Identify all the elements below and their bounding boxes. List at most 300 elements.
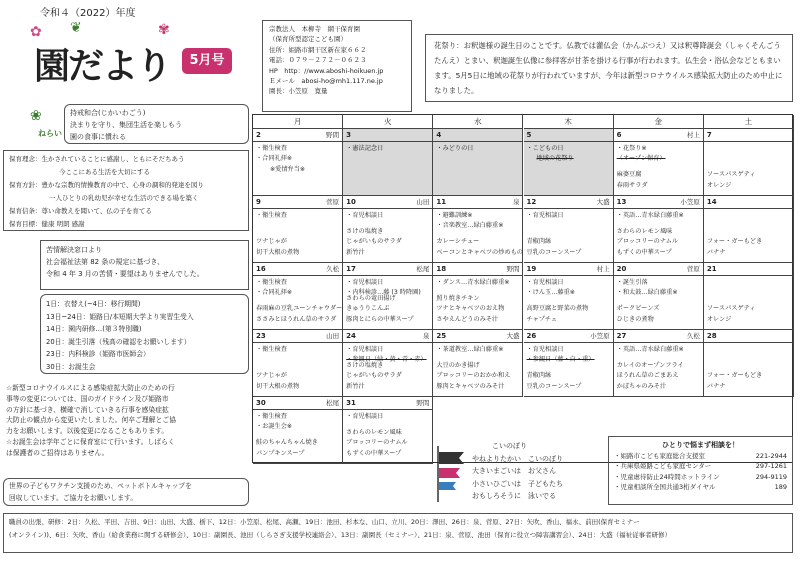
day-events (527, 278, 611, 298)
event-item: ・ダンス…青水緑白藤重※ (436, 279, 510, 286)
menu-item: 豚肉とキャベツのみそ汁 (436, 382, 505, 390)
school-info (262, 20, 412, 112)
schedule-line: 13日~24日：姫路日/本短期大学より実習生受入 (46, 312, 194, 321)
event-item: ・英語…青水緑白藤重※ (616, 212, 684, 219)
day-number: 3 (346, 131, 352, 139)
philosophy-line: 今ここにある生活を大切にする (59, 168, 150, 176)
calendar-day (614, 263, 704, 330)
calendar-day (704, 129, 794, 196)
menu-item: 青椒肉絲 (526, 238, 552, 245)
day-number: 13 (616, 198, 627, 206)
philosophy-line: 保育方針：豊かな宗教的情操教育の中で、心身の調和的発達を図り (9, 181, 204, 189)
calendar-day (433, 263, 523, 330)
koi-line: やねよりたかい こいのぼり (472, 454, 563, 463)
day-header (524, 330, 613, 343)
event-item: ・憲法記念日 (346, 145, 384, 152)
day-menu (346, 428, 430, 460)
day-events (617, 211, 701, 221)
day-menu (256, 371, 340, 392)
event-item: ・育児相談日 (526, 346, 564, 353)
calendar-day (614, 129, 704, 196)
bottle-cap-notice (3, 478, 249, 506)
info-line: 園長：小笠原 寛量 (269, 87, 328, 96)
day-number: 9 (256, 198, 261, 206)
day-header (253, 129, 342, 142)
day-menu (527, 371, 611, 392)
calendar-day (253, 196, 343, 263)
menu-item: もずくの中華スープ (346, 449, 402, 457)
menu-item: じゃがいものサラダ (346, 372, 402, 379)
menu-item: ブロッコリーのナムル (346, 439, 408, 446)
menu-item: 切干大根の煮物 (256, 248, 300, 256)
cap-line: 世界の子どもワクチン支援のため、ペットボトルキャップを (9, 482, 192, 490)
day-staff: 野間 (506, 265, 520, 273)
day-number: 23 (256, 332, 266, 340)
help-org: ・児童虐待防止24時間ホットライン (614, 472, 720, 481)
menu-item: 麻婆豆腐 (616, 171, 642, 178)
day-menu (617, 304, 701, 325)
cap-line: 回収しています。ご協力をお願いします。 (9, 493, 138, 502)
day-number: 25 (436, 332, 447, 340)
goal-line: 決まりを守り、集団生活を楽しもう (70, 121, 182, 129)
day-events (256, 211, 340, 221)
day-number: 19 (526, 265, 537, 273)
event-item: 地域の花祭り (536, 155, 574, 163)
help-org: ・児童相談所全国共通3桁ダイヤル (614, 483, 716, 491)
day-header (343, 263, 432, 276)
calendar-day (433, 196, 523, 263)
event-item: （オープン保育） (616, 155, 666, 163)
day-menu (617, 361, 701, 393)
day-header (253, 330, 342, 343)
day-events (527, 144, 611, 164)
day-events (436, 211, 520, 231)
day-header (253, 196, 342, 209)
day-events (346, 144, 430, 154)
event-item: ・誕生引落 (616, 279, 648, 286)
day-events (436, 278, 520, 288)
menu-item: ブロッコリーのナムル (616, 238, 679, 245)
era-year: 令和４（2022）年度 (40, 8, 136, 19)
day-staff: 久松 (326, 265, 340, 273)
event-item: ・育児相談日 (346, 212, 384, 219)
menu-item: パンプキンスープ (256, 449, 305, 457)
covid-line: 力をお願いします。以後変更になることもあります。 (6, 427, 169, 436)
day-menu (256, 165, 340, 191)
event-item: ・衛生検査 (256, 279, 287, 286)
day-number: 12 (526, 198, 537, 206)
day-menu (617, 227, 701, 259)
koinobori-icon (434, 444, 468, 502)
menu-item: さけの塩焼き (346, 361, 384, 369)
menu-item: さけの塩焼き (346, 227, 384, 235)
calendar-day (343, 196, 433, 263)
day-staff: 久松 (686, 332, 700, 340)
complaints-line: 令和 4 年 3 月の苦情・要望はありませんでした。 (46, 270, 204, 278)
calendar-day (614, 330, 704, 397)
day-number: 18 (436, 265, 447, 273)
day-menu (436, 294, 520, 326)
covid-line: 事等の変更については、国のガイドライン及び姫路市 (6, 394, 169, 403)
help-org: ・兵庫県姫路こども家庭センター (614, 462, 712, 470)
menu-item: 春雨サラダ (616, 181, 648, 189)
day-number: 27 (616, 332, 627, 340)
schedule-line: 1日：衣替え(~4日：移行期間) (46, 300, 141, 308)
menu-item: オレンジ (706, 181, 732, 189)
info-line: 電話：０７９－２７２－０６２３ (269, 56, 367, 65)
menu-item: 豚肉とにらの中華スープ (346, 315, 414, 323)
event-item: ・合同礼拝※ (256, 289, 293, 297)
goal-line: 園の食事に慣れる (70, 133, 126, 141)
weekday-header: 火 (343, 115, 433, 129)
info-line: 宗教法人 本柳寺 網干保育園 (269, 25, 360, 33)
complaints-line: 苦情解決窓口より (46, 246, 102, 254)
day-events (256, 144, 340, 164)
day-number: 16 (256, 265, 266, 273)
day-header (614, 129, 703, 142)
day-menu (346, 294, 430, 326)
day-events (256, 345, 340, 355)
help-row (614, 461, 787, 472)
menu-item: 青椒肉絲 (526, 372, 552, 379)
event-item: ・合同礼拝※ (256, 155, 293, 163)
title-month: 5月号 (182, 48, 232, 74)
day-menu (707, 237, 791, 258)
event-item: ・内科検診…藤 (3 時降園) (346, 289, 421, 297)
menu-item: ささみとほうれん草のサラダ (256, 315, 337, 323)
help-hotlines (608, 436, 793, 505)
philosophy-line: 保育理念：生かされていることに感謝し、ともにそだちあう (9, 155, 185, 163)
day-staff: 小笠原 (680, 198, 700, 206)
day-staff: 村上 (686, 131, 700, 139)
covid-line: ☆お誕生会は学年ごとに保育室にて行います。しばらく (6, 437, 175, 446)
day-header (433, 196, 522, 209)
event-item: ・英語…青水緑白藤重※ (616, 346, 684, 353)
menu-item: ツナじゃが (256, 372, 287, 379)
day-header (343, 196, 432, 209)
calendar-day (343, 397, 433, 464)
info-line: （保育所型認定こども園） (269, 35, 347, 44)
staff-line: 職員の出張、研修：2日：久松、平田、吉田、9日：山田、大盛、栃下、12日：小笠原、松尾、高瀬、19日：池田、杉本な、山口、立川、20日：澤田、26日：泉、菅原、27日：矢吹、香山、福永、前田(保育セミナー (9, 518, 640, 526)
day-number: 4 (436, 131, 442, 139)
menu-item: ソースパスゲティ (706, 305, 756, 312)
day-staff: 大盛 (506, 332, 520, 340)
schedule-line: 20日：誕生引落（残高の確認をお願いします） (46, 337, 191, 346)
day-staff: 大盛 (596, 198, 610, 206)
day-events (256, 278, 340, 298)
event-item: ・けん玉…藤重※ (526, 289, 575, 297)
calendar-day (433, 330, 523, 397)
weekday-header: 木 (524, 115, 614, 129)
menu-item: ひじきの煮物 (616, 315, 654, 323)
day-number: 24 (346, 332, 356, 340)
day-staff: 松尾 (416, 265, 430, 273)
menu-item: さわらの竜田揚げ (346, 294, 396, 302)
day-header (253, 263, 342, 276)
menu-item: 新竹汁 (346, 382, 365, 390)
day-header (524, 263, 613, 276)
day-staff: 野間 (326, 131, 340, 139)
calendar-day (524, 196, 614, 263)
koi-line: おもしろそうに 泳いでる (472, 492, 556, 501)
menu-item: バナナ (706, 248, 726, 256)
day-staff: 松尾 (326, 399, 340, 407)
menu-item: ポークビーンズ (616, 305, 660, 312)
event-item: ・茶道教室…緑白藤重※ (436, 346, 504, 353)
menu-item: さわらのレモン風味 (346, 428, 402, 436)
event-item: ・育児相談日 (346, 413, 384, 420)
event-item: ・こどもの日 (526, 145, 564, 152)
menu-item: 鮭のちゃんちゃん焼き (256, 439, 318, 446)
covid-notice (3, 381, 249, 457)
covid-line: は保護者のご招待はありません。 (6, 448, 109, 457)
day-number: 17 (346, 265, 356, 273)
covid-line: 大防止の観点から変更いたしました。何卒ご理解とご協 (6, 416, 176, 425)
event-item: ・育児相談日 (346, 279, 384, 286)
schedule-line: 23日：内科検診（姫路市医師会） (46, 350, 150, 359)
day-number: 7 (706, 131, 712, 139)
menu-item: ベーコンとキャベツの炒めもの (436, 248, 523, 256)
day-number: 14 (706, 198, 717, 206)
menu-item: 新竹汁 (346, 248, 365, 256)
day-header (524, 196, 613, 209)
calendar-day (704, 263, 794, 330)
day-menu (256, 438, 340, 459)
event-item: ・育児相談日 (526, 212, 564, 219)
month-schedule (40, 294, 249, 374)
menu-item: カレイのオープンフライ (616, 361, 684, 369)
help-phone: 294-9119 (755, 472, 787, 481)
goal-line: 持戒和合(じかいわごう) (70, 109, 146, 117)
event-item: ・和太鼓…緑白藤重※ (616, 289, 678, 297)
day-number: 10 (346, 198, 356, 206)
day-number: 26 (526, 332, 537, 340)
event-item: ・音楽教室…緑白藤重※ (436, 222, 504, 230)
event-item: ・衛生検査 (256, 413, 287, 420)
leaf-icon: ❦ (70, 20, 82, 36)
day-menu (436, 237, 523, 258)
weekday-header: 月 (253, 115, 343, 129)
day-menu (527, 237, 611, 258)
day-header (343, 129, 432, 142)
menu-item: 大豆のかき揚げ (436, 361, 480, 369)
menu-item: ブロッコリーのおかか和え (436, 372, 511, 379)
flower-icon: ✾ (158, 22, 170, 38)
day-menu (707, 371, 791, 392)
menu-item: かぼちゃのみそ汁 (616, 382, 667, 390)
sprout-icon: ❀ (30, 108, 42, 124)
staff-training (3, 513, 793, 553)
calendar-day (704, 196, 794, 263)
menu-item: さやえんどうのみそ汁 (436, 315, 499, 323)
staff-line: (オンライン))、6日：矢吹、香山（給食業務に関する研修会）、10日：副園長、池田（しらさぎ支援学校連絡会）、13日：副園長（セミナー）、21日：泉、菅原、池田（保育に役立つ障害講習会）、24日：大盛（福祉従事者研修） (9, 531, 672, 539)
event-item: ・衛生検査 (256, 346, 287, 353)
menu-item: きゅうりこんぶ (346, 305, 390, 312)
philosophy-line: 保育信条：尊い命教えを聞いて、仏の子を育てる (9, 207, 152, 215)
calendar-day (253, 397, 343, 464)
day-events (256, 412, 340, 432)
calendar-day (253, 330, 343, 397)
day-menu (256, 237, 340, 258)
philosophy-line: 保育目標：健康 明朗 感謝 (9, 220, 85, 228)
calendar-day (524, 263, 614, 330)
menu-item: 高野豆腐と野菜の煮物 (526, 305, 589, 312)
day-number: 6 (616, 131, 622, 139)
menu-item: さわらのレモン風味 (616, 227, 673, 235)
day-header (614, 263, 703, 276)
menu-item: ツナじゃが (256, 238, 287, 245)
menu-item: ほうれん草のごまあえ (616, 372, 679, 379)
day-number: 30 (256, 399, 266, 407)
event-item: ・衛生検査 (256, 145, 287, 152)
calendar-day (433, 129, 523, 196)
calendar-day (524, 129, 614, 196)
event-item: ・育児相談日 (346, 346, 384, 353)
philosophy-line: 一人ひとりの乳幼児が幸せな生活のできる場を築く (49, 194, 199, 202)
weekday-header: 土 (704, 115, 794, 129)
monthly-goal (64, 104, 249, 144)
event-item: ・育児相談日 (526, 279, 564, 286)
day-staff: 山田 (416, 198, 430, 206)
help-title: ひとりで悩まず相談を！ (662, 441, 739, 449)
covid-line: の方針に基づき、横確で消していきる行事を感染症拡 (6, 405, 169, 414)
day-staff: 山田 (326, 332, 340, 340)
day-staff: 野間 (416, 399, 430, 407)
day-header (704, 330, 793, 343)
schedule-line: 30日：お誕生会 (46, 362, 96, 371)
event-item: ・みどりの日 (436, 145, 474, 152)
monthly-calendar (252, 114, 793, 463)
day-menu (527, 304, 611, 325)
menu-item: 春雨麻の豆乳ユーンチャウダー (256, 305, 343, 312)
menu-item: オレンジ (706, 315, 732, 323)
event-item: ・衛生検査 (256, 212, 287, 219)
day-header (704, 196, 793, 209)
day-number: 21 (706, 265, 717, 273)
calendar-day (343, 263, 433, 330)
calendar-day (253, 129, 343, 196)
help-phone: 221-2944 (755, 451, 787, 460)
day-menu (617, 170, 701, 191)
menu-item: チャプチェ (526, 315, 558, 323)
day-header (614, 196, 703, 209)
day-number: 5 (526, 131, 532, 139)
menu-item: もずくの中華スープ (616, 248, 672, 256)
complaints-window (40, 240, 249, 290)
help-row (614, 482, 787, 493)
info-line: 住所：姫路市網干区新在家６６２ (269, 45, 367, 54)
menu-item: 豆乳のコーンスープ (526, 248, 582, 256)
day-header (433, 263, 522, 276)
day-menu (436, 361, 520, 393)
event-item: ・参観日（緑・黄・青・赤） (346, 356, 427, 364)
day-staff: 村上 (596, 265, 610, 273)
koi-line: 小さいひごいは 子どもたち (472, 479, 563, 488)
day-menu (346, 227, 430, 259)
calendar-day (614, 196, 704, 263)
day-events (617, 278, 701, 298)
menu-item: 照り焼きチキン (436, 294, 480, 302)
day-menu (707, 170, 791, 191)
menu-item: じゃがいものサラダ (346, 238, 402, 245)
day-header (704, 129, 793, 142)
day-events (436, 144, 520, 154)
calendar-day (253, 263, 343, 330)
day-header (343, 397, 432, 410)
calendar-day (343, 129, 433, 196)
day-header (253, 397, 342, 410)
weekday-header: 水 (433, 115, 523, 129)
info-line: Ｅメール abosi-ho@mh1.117.ne.jp (269, 77, 383, 86)
day-menu (256, 304, 343, 325)
info-line: HP http：//www.aboshi-hoikuen.jp (269, 66, 384, 75)
day-events (617, 144, 701, 164)
day-header (433, 129, 522, 142)
calendar-day (704, 330, 794, 397)
day-header (614, 330, 703, 343)
day-events (346, 211, 430, 221)
calendar-day (524, 330, 614, 397)
koi-line: 大きいまごいは お父さん (472, 467, 556, 476)
day-header (704, 263, 793, 276)
help-phone: 189 (774, 483, 787, 491)
menu-item: 切干大根の煮物 (256, 382, 300, 390)
koinobori-song (432, 436, 606, 505)
menu-item: ※愛情弁当※ (270, 166, 306, 173)
help-row (614, 472, 787, 483)
day-header (343, 330, 432, 343)
help-phone: 297-1261 (755, 462, 787, 470)
koi-title: こいのぼり (492, 442, 527, 450)
menu-item: バナナ (706, 382, 726, 390)
day-events (346, 412, 430, 422)
day-staff: 泉 (422, 332, 430, 340)
day-menu (346, 361, 430, 393)
event-item: ・花祭り※ (616, 145, 647, 152)
complaints-line: 社会福祉法第 82 条の規定に基づき、 (46, 258, 165, 266)
day-staff: 泉 (512, 198, 520, 206)
day-events (527, 211, 611, 221)
menu-item: 豆乳のコーンスープ (526, 382, 582, 390)
day-staff: 菅原 (686, 265, 700, 273)
help-row (614, 451, 787, 462)
day-events (436, 345, 520, 355)
menu-item: ツナとキャベツのおえ物 (436, 305, 505, 312)
event-item: ・お誕生会※ (256, 423, 293, 431)
day-number: 2 (256, 131, 261, 139)
calendar-day (343, 330, 433, 397)
day-number: 31 (346, 399, 356, 407)
menu-item: カレーシチュー (436, 238, 480, 245)
covid-line: ☆新型コロナウイルスによる感染症拡大防止のための行 (6, 384, 175, 392)
weekday-header: 金 (614, 115, 704, 129)
menu-item: ソースパスゲティ (706, 171, 756, 178)
flower-icon: ✿ (30, 24, 42, 40)
menu-item: フォー・ガーもどき (706, 238, 763, 245)
day-staff: 小笠原 (590, 332, 610, 340)
festival-note: 花祭り：お釈迦様の誕生日のことです。仏教では灌仏会（かんぶつえ）又は釈尊降誕会（しゃくそんごうたんえ）とまい、釈迦誕生仏像に参拝客が甘茶を掛ける行事が行われます。仏生会・浴仏会などともまいます。5月5日に地域の花祭りが行われていますが、今年は新型コロナウイルス感染拡大防止のため中止になりました。 (425, 34, 793, 102)
newsletter-title (30, 20, 235, 87)
philosophy (3, 150, 249, 231)
day-number: 20 (616, 265, 627, 273)
day-number: 28 (706, 332, 717, 340)
day-header (524, 129, 613, 142)
goal-label: ねらい (38, 129, 62, 138)
day-staff: 菅原 (326, 198, 340, 206)
day-header (433, 330, 522, 343)
title-main: 園だより (34, 45, 171, 87)
help-org: ・姫路市こども家庭総合支援室 (614, 451, 705, 460)
